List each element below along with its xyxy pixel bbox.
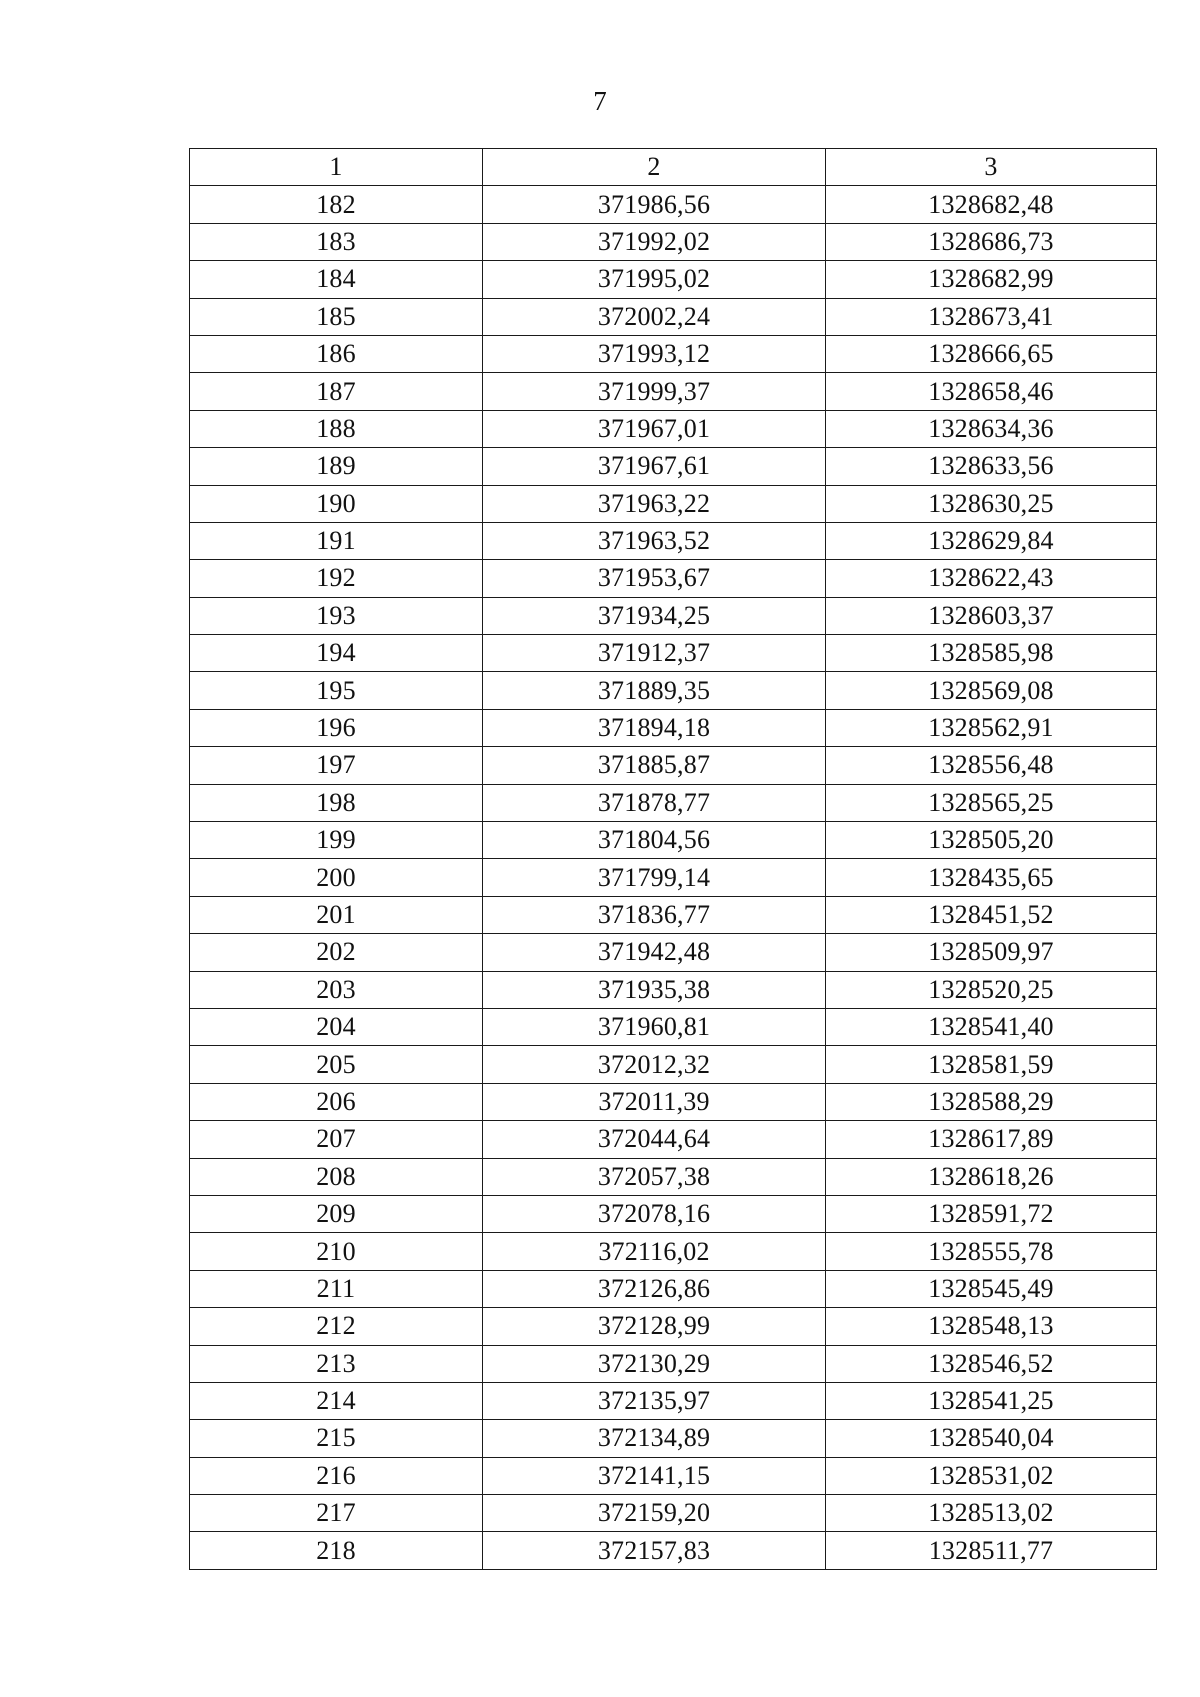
point-number-cell: 197 bbox=[190, 747, 483, 784]
table-row bbox=[190, 1270, 1157, 1307]
x-coordinate-cell: 372157,83 bbox=[483, 1532, 826, 1569]
table-row bbox=[190, 1046, 1157, 1083]
x-coordinate-cell: 371993,12 bbox=[483, 335, 826, 372]
table-row bbox=[190, 410, 1157, 447]
table-row bbox=[190, 597, 1157, 634]
x-coordinate-cell: 372159,20 bbox=[483, 1495, 826, 1532]
point-number-cell: 212 bbox=[190, 1308, 483, 1345]
x-coordinate-cell: 371963,22 bbox=[483, 485, 826, 522]
table-row bbox=[190, 1233, 1157, 1270]
x-coordinate-cell: 372002,24 bbox=[483, 298, 826, 335]
x-coordinate-cell: 371836,77 bbox=[483, 896, 826, 933]
y-coordinate-cell: 1328548,13 bbox=[826, 1308, 1157, 1345]
table-row bbox=[190, 186, 1157, 223]
coordinates-table bbox=[189, 148, 1157, 1570]
table-row bbox=[190, 1382, 1157, 1419]
header-cell-3: 3 bbox=[826, 149, 1157, 186]
x-coordinate-cell: 371804,56 bbox=[483, 822, 826, 859]
y-coordinate-cell: 1328581,59 bbox=[826, 1046, 1157, 1083]
table-row bbox=[190, 485, 1157, 522]
table-row bbox=[190, 971, 1157, 1008]
header-cell-2: 2 bbox=[483, 149, 826, 186]
point-number-cell: 204 bbox=[190, 1008, 483, 1045]
table-row bbox=[190, 672, 1157, 709]
x-coordinate-cell: 371960,81 bbox=[483, 1008, 826, 1045]
point-number-cell: 188 bbox=[190, 410, 483, 447]
table-row bbox=[190, 1195, 1157, 1232]
y-coordinate-cell: 1328565,25 bbox=[826, 784, 1157, 821]
y-coordinate-cell: 1328629,84 bbox=[826, 522, 1157, 559]
x-coordinate-cell: 371963,52 bbox=[483, 522, 826, 559]
point-number-cell: 216 bbox=[190, 1457, 483, 1494]
table-row bbox=[190, 709, 1157, 746]
y-coordinate-cell: 1328562,91 bbox=[826, 709, 1157, 746]
table-row bbox=[190, 261, 1157, 298]
x-coordinate-cell: 372141,15 bbox=[483, 1457, 826, 1494]
y-coordinate-cell: 1328622,43 bbox=[826, 560, 1157, 597]
table-row bbox=[190, 1121, 1157, 1158]
table-row bbox=[190, 822, 1157, 859]
x-coordinate-cell: 371935,38 bbox=[483, 971, 826, 1008]
x-coordinate-cell: 372044,64 bbox=[483, 1121, 826, 1158]
point-number-cell: 199 bbox=[190, 822, 483, 859]
table-row bbox=[190, 635, 1157, 672]
x-coordinate-cell: 371999,37 bbox=[483, 373, 826, 410]
y-coordinate-cell: 1328511,77 bbox=[826, 1532, 1157, 1569]
header-row bbox=[190, 149, 1157, 186]
point-number-cell: 206 bbox=[190, 1083, 483, 1120]
point-number-cell: 215 bbox=[190, 1420, 483, 1457]
point-number-cell: 196 bbox=[190, 709, 483, 746]
table-row bbox=[190, 1083, 1157, 1120]
point-number-cell: 218 bbox=[190, 1532, 483, 1569]
y-coordinate-cell: 1328569,08 bbox=[826, 672, 1157, 709]
point-number-cell: 187 bbox=[190, 373, 483, 410]
table-row bbox=[190, 1457, 1157, 1494]
x-coordinate-cell: 371995,02 bbox=[483, 261, 826, 298]
coordinates-table-body bbox=[190, 149, 1157, 1570]
table-row bbox=[190, 1345, 1157, 1382]
table-row bbox=[190, 1532, 1157, 1569]
y-coordinate-cell: 1328630,25 bbox=[826, 485, 1157, 522]
y-coordinate-cell: 1328509,97 bbox=[826, 934, 1157, 971]
point-number-cell: 205 bbox=[190, 1046, 483, 1083]
point-number-cell: 207 bbox=[190, 1121, 483, 1158]
point-number-cell: 194 bbox=[190, 635, 483, 672]
y-coordinate-cell: 1328555,78 bbox=[826, 1233, 1157, 1270]
table-row bbox=[190, 1008, 1157, 1045]
x-coordinate-cell: 371942,48 bbox=[483, 934, 826, 971]
y-coordinate-cell: 1328673,41 bbox=[826, 298, 1157, 335]
point-number-cell: 200 bbox=[190, 859, 483, 896]
point-number-cell: 183 bbox=[190, 223, 483, 260]
y-coordinate-cell: 1328617,89 bbox=[826, 1121, 1157, 1158]
x-coordinate-cell: 371885,87 bbox=[483, 747, 826, 784]
point-number-cell: 192 bbox=[190, 560, 483, 597]
y-coordinate-cell: 1328633,56 bbox=[826, 448, 1157, 485]
x-coordinate-cell: 372116,02 bbox=[483, 1233, 826, 1270]
x-coordinate-cell: 372057,38 bbox=[483, 1158, 826, 1195]
table-row bbox=[190, 223, 1157, 260]
x-coordinate-cell: 372135,97 bbox=[483, 1382, 826, 1419]
y-coordinate-cell: 1328588,29 bbox=[826, 1083, 1157, 1120]
table-row bbox=[190, 784, 1157, 821]
point-number-cell: 210 bbox=[190, 1233, 483, 1270]
point-number-cell: 209 bbox=[190, 1195, 483, 1232]
table-row bbox=[190, 373, 1157, 410]
point-number-cell: 190 bbox=[190, 485, 483, 522]
table-row bbox=[190, 1495, 1157, 1532]
y-coordinate-cell: 1328585,98 bbox=[826, 635, 1157, 672]
table-row bbox=[190, 859, 1157, 896]
y-coordinate-cell: 1328658,46 bbox=[826, 373, 1157, 410]
table-row bbox=[190, 298, 1157, 335]
x-coordinate-cell: 372012,32 bbox=[483, 1046, 826, 1083]
table-row bbox=[190, 896, 1157, 933]
y-coordinate-cell: 1328682,99 bbox=[826, 261, 1157, 298]
x-coordinate-cell: 372078,16 bbox=[483, 1195, 826, 1232]
point-number-cell: 189 bbox=[190, 448, 483, 485]
point-number-cell: 184 bbox=[190, 261, 483, 298]
y-coordinate-cell: 1328513,02 bbox=[826, 1495, 1157, 1532]
x-coordinate-cell: 371967,61 bbox=[483, 448, 826, 485]
y-coordinate-cell: 1328540,04 bbox=[826, 1420, 1157, 1457]
y-coordinate-cell: 1328545,49 bbox=[826, 1270, 1157, 1307]
x-coordinate-cell: 371967,01 bbox=[483, 410, 826, 447]
y-coordinate-cell: 1328520,25 bbox=[826, 971, 1157, 1008]
point-number-cell: 203 bbox=[190, 971, 483, 1008]
point-number-cell: 202 bbox=[190, 934, 483, 971]
y-coordinate-cell: 1328541,25 bbox=[826, 1382, 1157, 1419]
point-number-cell: 195 bbox=[190, 672, 483, 709]
table-row bbox=[190, 1308, 1157, 1345]
x-coordinate-cell: 371986,56 bbox=[483, 186, 826, 223]
x-coordinate-cell: 371799,14 bbox=[483, 859, 826, 896]
table-row bbox=[190, 335, 1157, 372]
x-coordinate-cell: 371953,67 bbox=[483, 560, 826, 597]
x-coordinate-cell: 372130,29 bbox=[483, 1345, 826, 1382]
point-number-cell: 201 bbox=[190, 896, 483, 933]
y-coordinate-cell: 1328451,52 bbox=[826, 896, 1157, 933]
x-coordinate-cell: 372011,39 bbox=[483, 1083, 826, 1120]
x-coordinate-cell: 372128,99 bbox=[483, 1308, 826, 1345]
y-coordinate-cell: 1328618,26 bbox=[826, 1158, 1157, 1195]
table-row bbox=[190, 1158, 1157, 1195]
y-coordinate-cell: 1328556,48 bbox=[826, 747, 1157, 784]
header-cell-1: 1 bbox=[190, 149, 483, 186]
y-coordinate-cell: 1328686,73 bbox=[826, 223, 1157, 260]
x-coordinate-cell: 371992,02 bbox=[483, 223, 826, 260]
point-number-cell: 185 bbox=[190, 298, 483, 335]
x-coordinate-cell: 371912,37 bbox=[483, 635, 826, 672]
y-coordinate-cell: 1328682,48 bbox=[826, 186, 1157, 223]
table-row bbox=[190, 934, 1157, 971]
table-row bbox=[190, 522, 1157, 559]
point-number-cell: 208 bbox=[190, 1158, 483, 1195]
x-coordinate-cell: 371894,18 bbox=[483, 709, 826, 746]
y-coordinate-cell: 1328541,40 bbox=[826, 1008, 1157, 1045]
x-coordinate-cell: 372134,89 bbox=[483, 1420, 826, 1457]
table-row bbox=[190, 1420, 1157, 1457]
point-number-cell: 213 bbox=[190, 1345, 483, 1382]
point-number-cell: 217 bbox=[190, 1495, 483, 1532]
table-row bbox=[190, 747, 1157, 784]
point-number-cell: 186 bbox=[190, 335, 483, 372]
x-coordinate-cell: 372126,86 bbox=[483, 1270, 826, 1307]
x-coordinate-cell: 371878,77 bbox=[483, 784, 826, 821]
point-number-cell: 198 bbox=[190, 784, 483, 821]
y-coordinate-cell: 1328435,65 bbox=[826, 859, 1157, 896]
point-number-cell: 211 bbox=[190, 1270, 483, 1307]
y-coordinate-cell: 1328591,72 bbox=[826, 1195, 1157, 1232]
point-number-cell: 214 bbox=[190, 1382, 483, 1419]
y-coordinate-cell: 1328505,20 bbox=[826, 822, 1157, 859]
page-number: 7 bbox=[593, 86, 607, 116]
table-row bbox=[190, 560, 1157, 597]
y-coordinate-cell: 1328603,37 bbox=[826, 597, 1157, 634]
x-coordinate-cell: 371889,35 bbox=[483, 672, 826, 709]
point-number-cell: 182 bbox=[190, 186, 483, 223]
y-coordinate-cell: 1328634,36 bbox=[826, 410, 1157, 447]
y-coordinate-cell: 1328531,02 bbox=[826, 1457, 1157, 1494]
point-number-cell: 191 bbox=[190, 522, 483, 559]
y-coordinate-cell: 1328666,65 bbox=[826, 335, 1157, 372]
x-coordinate-cell: 371934,25 bbox=[483, 597, 826, 634]
table-row bbox=[190, 448, 1157, 485]
y-coordinate-cell: 1328546,52 bbox=[826, 1345, 1157, 1382]
point-number-cell: 193 bbox=[190, 597, 483, 634]
